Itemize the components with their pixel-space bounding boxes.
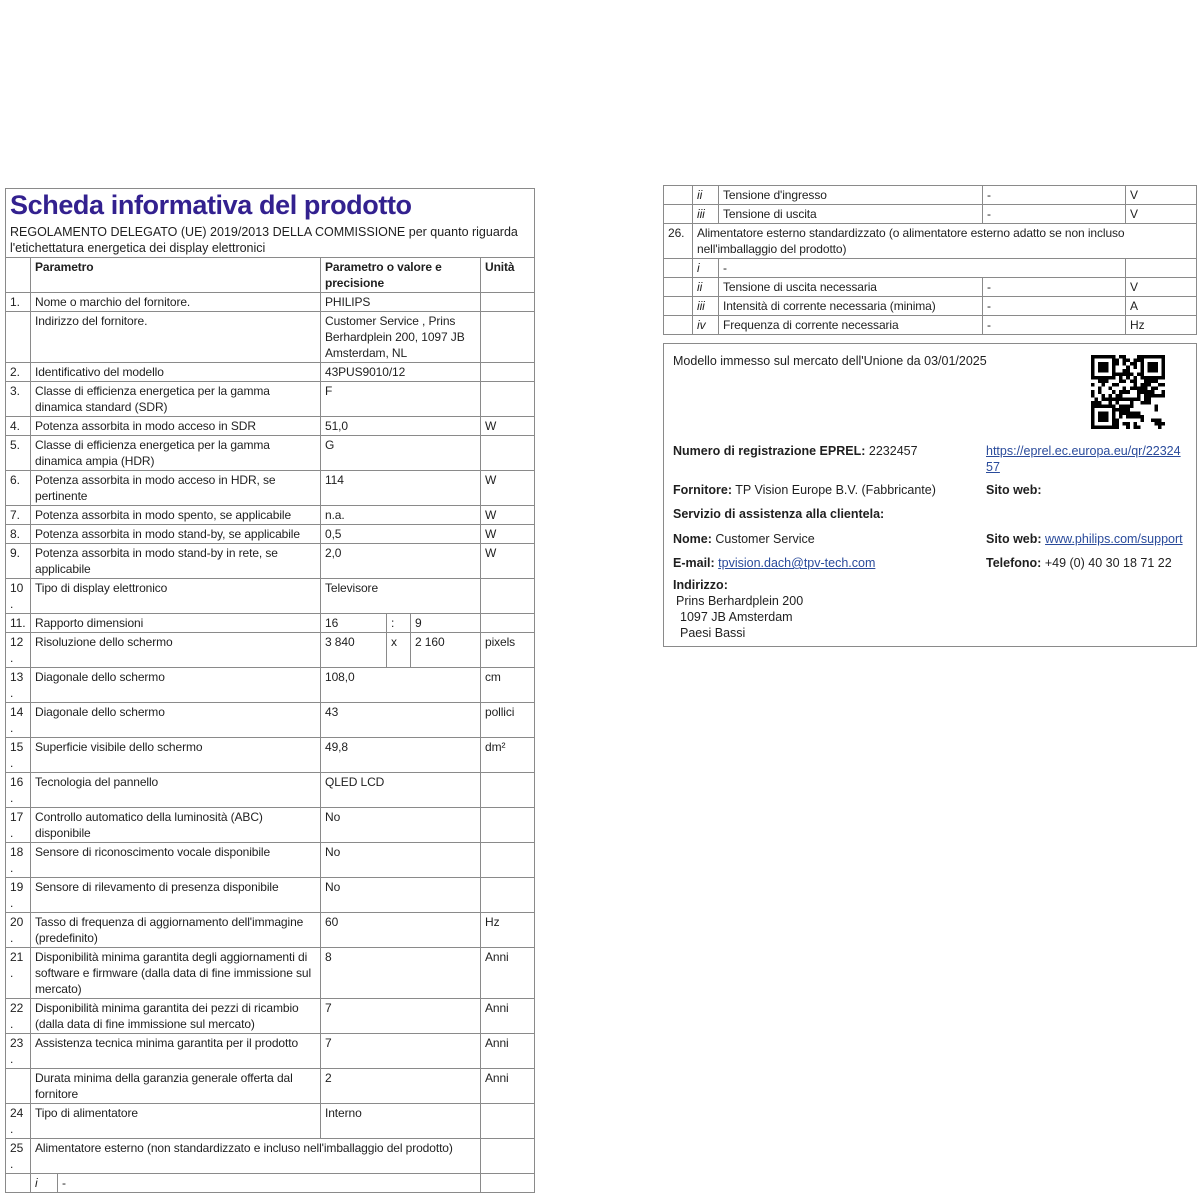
qr-code <box>1091 355 1165 429</box>
value-cell: - <box>983 278 1126 297</box>
row-num: 8. <box>6 525 31 544</box>
email-link[interactable]: tpvision.dach@tpv-tech.com <box>718 556 876 570</box>
unit-cell <box>481 878 535 913</box>
table-row <box>664 259 1197 278</box>
service-name: Customer Service <box>715 532 815 546</box>
row-num: 26. <box>664 224 693 259</box>
param-cell: Superficie visibile dello schermo <box>31 738 321 773</box>
website-label: Sito web: <box>986 532 1042 546</box>
value-cell: PHILIPS <box>321 293 481 312</box>
value-cell: - <box>983 186 1126 205</box>
table-row <box>6 382 535 417</box>
unit-cell <box>481 579 535 614</box>
param-cell: Tecnologia del pannello <box>31 773 321 808</box>
table-row <box>664 316 1197 335</box>
unit-cell <box>481 363 535 382</box>
row-num: 6. <box>6 471 31 506</box>
value-a-cell: 3 840 <box>321 633 387 668</box>
row-num <box>664 316 693 335</box>
unit-cell <box>481 1139 535 1174</box>
param-cell: Classe di efficienza energetica per la gamma dinamica standard (SDR) <box>31 382 321 417</box>
table-row <box>6 436 535 471</box>
table-row <box>6 579 535 614</box>
value-cell: 43PUS9010/12 <box>321 363 481 382</box>
value-cell: Customer Service , Prins Berhardplein 200, 1097 JB Amsterdam, NL <box>321 312 481 363</box>
row-num: 14. <box>6 703 31 738</box>
table-row <box>6 633 535 668</box>
email-line <box>673 555 875 571</box>
param-cell: Classe di efficienza energetica per la gamma dinamica ampia (HDR) <box>31 436 321 471</box>
unit-cell: Anni <box>481 999 535 1034</box>
value-cell: 49,8 <box>321 738 481 773</box>
supplier-line <box>673 482 936 498</box>
unit-cell: Hz <box>481 913 535 948</box>
value-cell: Interno <box>321 1104 481 1139</box>
unit-cell: pollici <box>481 703 535 738</box>
support-site-line <box>986 531 1183 547</box>
table-row <box>6 808 535 843</box>
row-num <box>664 278 693 297</box>
title-block <box>6 189 535 258</box>
unit-cell: W <box>481 471 535 506</box>
param-cell: Disponibilità minima garantita dei pezzi di ricambio (dalla data di fine immissione sul mercato) <box>31 999 321 1034</box>
value-cell: 7 <box>321 1034 481 1069</box>
unit-cell <box>481 773 535 808</box>
table-row <box>6 773 535 808</box>
unit-cell <box>481 382 535 417</box>
unit-cell: pixels <box>481 633 535 668</box>
table-row <box>6 614 535 633</box>
row-num <box>6 312 31 363</box>
table-row <box>6 913 535 948</box>
service-heading: Servizio di assistenza alla clientela: <box>673 507 885 521</box>
address-label-line <box>673 577 728 593</box>
param-cell: Disponibilità minima garantita degli aggiornamenti di software e firmware (dalla data di fine immissione sul mercato) <box>31 948 321 999</box>
supplier-label: Fornitore: <box>673 483 733 497</box>
unit-cell: W <box>481 544 535 579</box>
param-span-cell: Alimentatore esterno standardizzato (o alimentatore esterno adatto se non incluso nell'imballaggio del prodotto) <box>693 224 1197 259</box>
eprel-registration-line <box>673 443 918 459</box>
value-cell: F <box>321 382 481 417</box>
param-cell: Intensità di corrente necessaria (minima) <box>719 297 983 316</box>
table-row <box>664 224 1197 259</box>
param-cell: Controllo automatico della luminosità (ABC) disponibile <box>31 808 321 843</box>
unit-cell: W <box>481 525 535 544</box>
value-cell: No <box>321 878 481 913</box>
unit-cell <box>481 1174 535 1193</box>
unit-cell: V <box>1126 205 1197 224</box>
unit-cell <box>481 436 535 471</box>
sub-index-cell: i <box>31 1174 58 1193</box>
value-cell: 108,0 <box>321 668 481 703</box>
value-cell: - <box>719 259 1126 278</box>
table-row <box>6 703 535 738</box>
row-num: 22. <box>6 999 31 1034</box>
row-num: 13. <box>6 668 31 703</box>
phone-line <box>986 555 1172 571</box>
unit-cell: Anni <box>481 948 535 999</box>
value-cell: 60 <box>321 913 481 948</box>
unit-cell <box>481 808 535 843</box>
table-row <box>6 1139 535 1174</box>
row-num: 10. <box>6 579 31 614</box>
table-row <box>6 525 535 544</box>
unit-cell <box>481 1104 535 1139</box>
value-cell: 114 <box>321 471 481 506</box>
table-row <box>6 471 535 506</box>
param-cell: Durata minima della garanzia generale offerta dal fornitore <box>31 1069 321 1104</box>
address-line: Prins Berhardplein 200 <box>676 594 804 608</box>
row-num: 18. <box>6 843 31 878</box>
row-num: 16. <box>6 773 31 808</box>
value-cell: No <box>321 808 481 843</box>
value-cell: G <box>321 436 481 471</box>
header-param: Parametro <box>31 258 321 293</box>
unit-cell: cm <box>481 668 535 703</box>
website-label: Sito web: <box>986 483 1042 497</box>
param-cell: Diagonale dello schermo <box>31 703 321 738</box>
phone-label: Telefono: <box>986 556 1042 570</box>
value-cell: - <box>983 205 1126 224</box>
row-num <box>664 259 693 278</box>
param-span-cell: Alimentatore esterno (non standardizzato e incluso nell'imballaggio del prodotto) <box>31 1139 481 1174</box>
value-cell: - <box>983 297 1126 316</box>
param-cell: Potenza assorbita in modo acceso in HDR, se pertinente <box>31 471 321 506</box>
name-label: Nome: <box>673 532 712 546</box>
email-label: E-mail: <box>673 556 715 570</box>
table-row <box>6 1034 535 1069</box>
address-label: Indirizzo: <box>673 578 728 592</box>
value-cell: 7 <box>321 999 481 1034</box>
row-num <box>6 1069 31 1104</box>
sub-index-cell: i <box>693 259 719 278</box>
row-num: 1. <box>6 293 31 312</box>
row-num: 12. <box>6 633 31 668</box>
row-num: 11. <box>6 614 31 633</box>
table-row <box>6 1174 535 1193</box>
value-cell: QLED LCD <box>321 773 481 808</box>
eprel-label: Numero di registrazione EPREL: <box>673 444 866 458</box>
address-line: Paesi Bassi <box>680 626 746 640</box>
param-cell: Risoluzione dello schermo <box>31 633 321 668</box>
table-row <box>6 1104 535 1139</box>
row-num <box>664 205 693 224</box>
row-num: 3. <box>6 382 31 417</box>
table-row <box>6 544 535 579</box>
param-cell: Tensione d'ingresso <box>719 186 983 205</box>
table-row <box>6 948 535 999</box>
address-line: 1097 JB Amsterdam <box>680 610 793 624</box>
page-title: Scheda informativa del prodotto <box>10 190 412 220</box>
table-row <box>6 312 535 363</box>
row-num: 21. <box>6 948 31 999</box>
value-cell: 8 <box>321 948 481 999</box>
value-cell: Televisore <box>321 579 481 614</box>
table-row <box>664 205 1197 224</box>
param-cell: Tensione di uscita necessaria <box>719 278 983 297</box>
param-cell: Assistenza tecnica minima garantita per il prodotto <box>31 1034 321 1069</box>
table-row <box>6 878 535 913</box>
unit-cell: Hz <box>1126 316 1197 335</box>
row-num <box>664 297 693 316</box>
unit-cell: W <box>481 417 535 436</box>
table-row <box>664 278 1197 297</box>
param-cell: Potenza assorbita in modo spento, se applicabile <box>31 506 321 525</box>
row-num: 15. <box>6 738 31 773</box>
row-num: 20. <box>6 913 31 948</box>
table-row <box>6 843 535 878</box>
value-b-cell: 9 <box>411 614 481 633</box>
param-cell: Diagonale dello schermo <box>31 668 321 703</box>
product-parameters-section <box>5 188 534 1193</box>
unit-cell <box>481 614 535 633</box>
value-a-cell: 16 <box>321 614 387 633</box>
row-num: 24. <box>6 1104 31 1139</box>
psu-parameters-section <box>663 185 1196 335</box>
eprel-number: 2232457 <box>868 444 918 458</box>
table-row <box>6 363 535 382</box>
unit-cell: Anni <box>481 1034 535 1069</box>
param-cell: Frequenza di corrente necessaria <box>719 316 983 335</box>
table-row <box>6 417 535 436</box>
unit-cell <box>481 312 535 363</box>
sub-index-cell: ii <box>693 186 719 205</box>
sub-index-cell: ii <box>693 278 719 297</box>
row-num: 23. <box>6 1034 31 1069</box>
row-num: 4. <box>6 417 31 436</box>
param-cell: Rapporto dimensioni <box>31 614 321 633</box>
row-num <box>6 1174 31 1193</box>
param-cell: Tipo di display elettronico <box>31 579 321 614</box>
param-cell: Identificativo del modello <box>31 363 321 382</box>
table-row <box>6 668 535 703</box>
param-cell: Indirizzo del fornitore. <box>31 312 321 363</box>
param-cell: Nome o marchio del fornitore. <box>31 293 321 312</box>
value-sep-cell: x <box>387 633 411 668</box>
table-row <box>6 506 535 525</box>
unit-cell: W <box>481 506 535 525</box>
phone-number: +49 (0) 40 30 18 71 22 <box>1044 556 1172 570</box>
param-cell: Potenza assorbita in modo stand-by in rete, se applicabile <box>31 544 321 579</box>
param-cell: Tipo di alimentatore <box>31 1104 321 1139</box>
website-label-line <box>986 482 1042 498</box>
product-parameters-table <box>5 188 535 1193</box>
value-sep-cell: : <box>387 614 411 633</box>
page-subtitle: REGOLAMENTO DELEGATO (UE) 2019/2013 DELLA COMMISSIONE per quanto riguarda l'etichettatura energetica dei display elettronici <box>10 225 518 255</box>
unit-cell: Anni <box>481 1069 535 1104</box>
table-header-row <box>6 258 535 293</box>
unit-cell <box>481 293 535 312</box>
row-num: 9. <box>6 544 31 579</box>
eprel-link[interactable]: https://eprel.ec.europa.eu/qr/2232457 <box>986 444 1181 474</box>
row-num: 17. <box>6 808 31 843</box>
table-row <box>664 297 1197 316</box>
table-row <box>6 1069 535 1104</box>
market-entry-line: Modello immesso sul mercato dell'Unione da 03/01/2025 <box>673 354 987 368</box>
row-num: 25. <box>6 1139 31 1174</box>
sub-index-cell: iii <box>693 205 719 224</box>
unit-cell: dm² <box>481 738 535 773</box>
value-cell: 51,0 <box>321 417 481 436</box>
title-row <box>6 189 535 258</box>
param-cell: Tasso di frequenza di aggiornamento dell'immagine (predefinito) <box>31 913 321 948</box>
param-cell: Potenza assorbita in modo acceso in SDR <box>31 417 321 436</box>
table-row <box>6 738 535 773</box>
unit-cell <box>481 843 535 878</box>
row-num: 5. <box>6 436 31 471</box>
value-cell: 2 <box>321 1069 481 1104</box>
unit-cell: V <box>1126 278 1197 297</box>
row-num: 2. <box>6 363 31 382</box>
value-cell: 2,0 <box>321 544 481 579</box>
header-unit: Unità <box>481 258 535 293</box>
value-b-cell: 2 160 <box>411 633 481 668</box>
table-row <box>664 186 1197 205</box>
row-num: 19. <box>6 878 31 913</box>
unit-cell: V <box>1126 186 1197 205</box>
param-cell: Sensore di rilevamento di presenza disponibile <box>31 878 321 913</box>
support-site-link[interactable]: www.philips.com/support <box>1045 532 1183 546</box>
header-value: Parametro o valore e precisione <box>321 258 481 293</box>
row-num <box>664 186 693 205</box>
unit-cell: A <box>1126 297 1197 316</box>
value-cell: No <box>321 843 481 878</box>
sub-index-cell: iv <box>693 316 719 335</box>
value-cell: 0,5 <box>321 525 481 544</box>
param-cell: Sensore di riconoscimento vocale disponibile <box>31 843 321 878</box>
header-num-cell <box>6 258 31 293</box>
supplier-name: TP Vision Europe B.V. (Fabbricante) <box>735 483 936 497</box>
value-cell: 43 <box>321 703 481 738</box>
supplier-info-panel <box>663 343 1197 647</box>
service-name-line <box>673 531 815 547</box>
table-row <box>6 999 535 1034</box>
value-cell: - <box>983 316 1126 335</box>
param-cell: Tensione di uscita <box>719 205 983 224</box>
value-cell: n.a. <box>321 506 481 525</box>
external-psu-table <box>663 185 1197 335</box>
unit-cell <box>1126 259 1197 278</box>
table-row <box>6 293 535 312</box>
row-num: 7. <box>6 506 31 525</box>
param-cell: Potenza assorbita in modo stand-by, se applicabile <box>31 525 321 544</box>
sub-index-cell: iii <box>693 297 719 316</box>
value-cell: - <box>58 1174 481 1193</box>
